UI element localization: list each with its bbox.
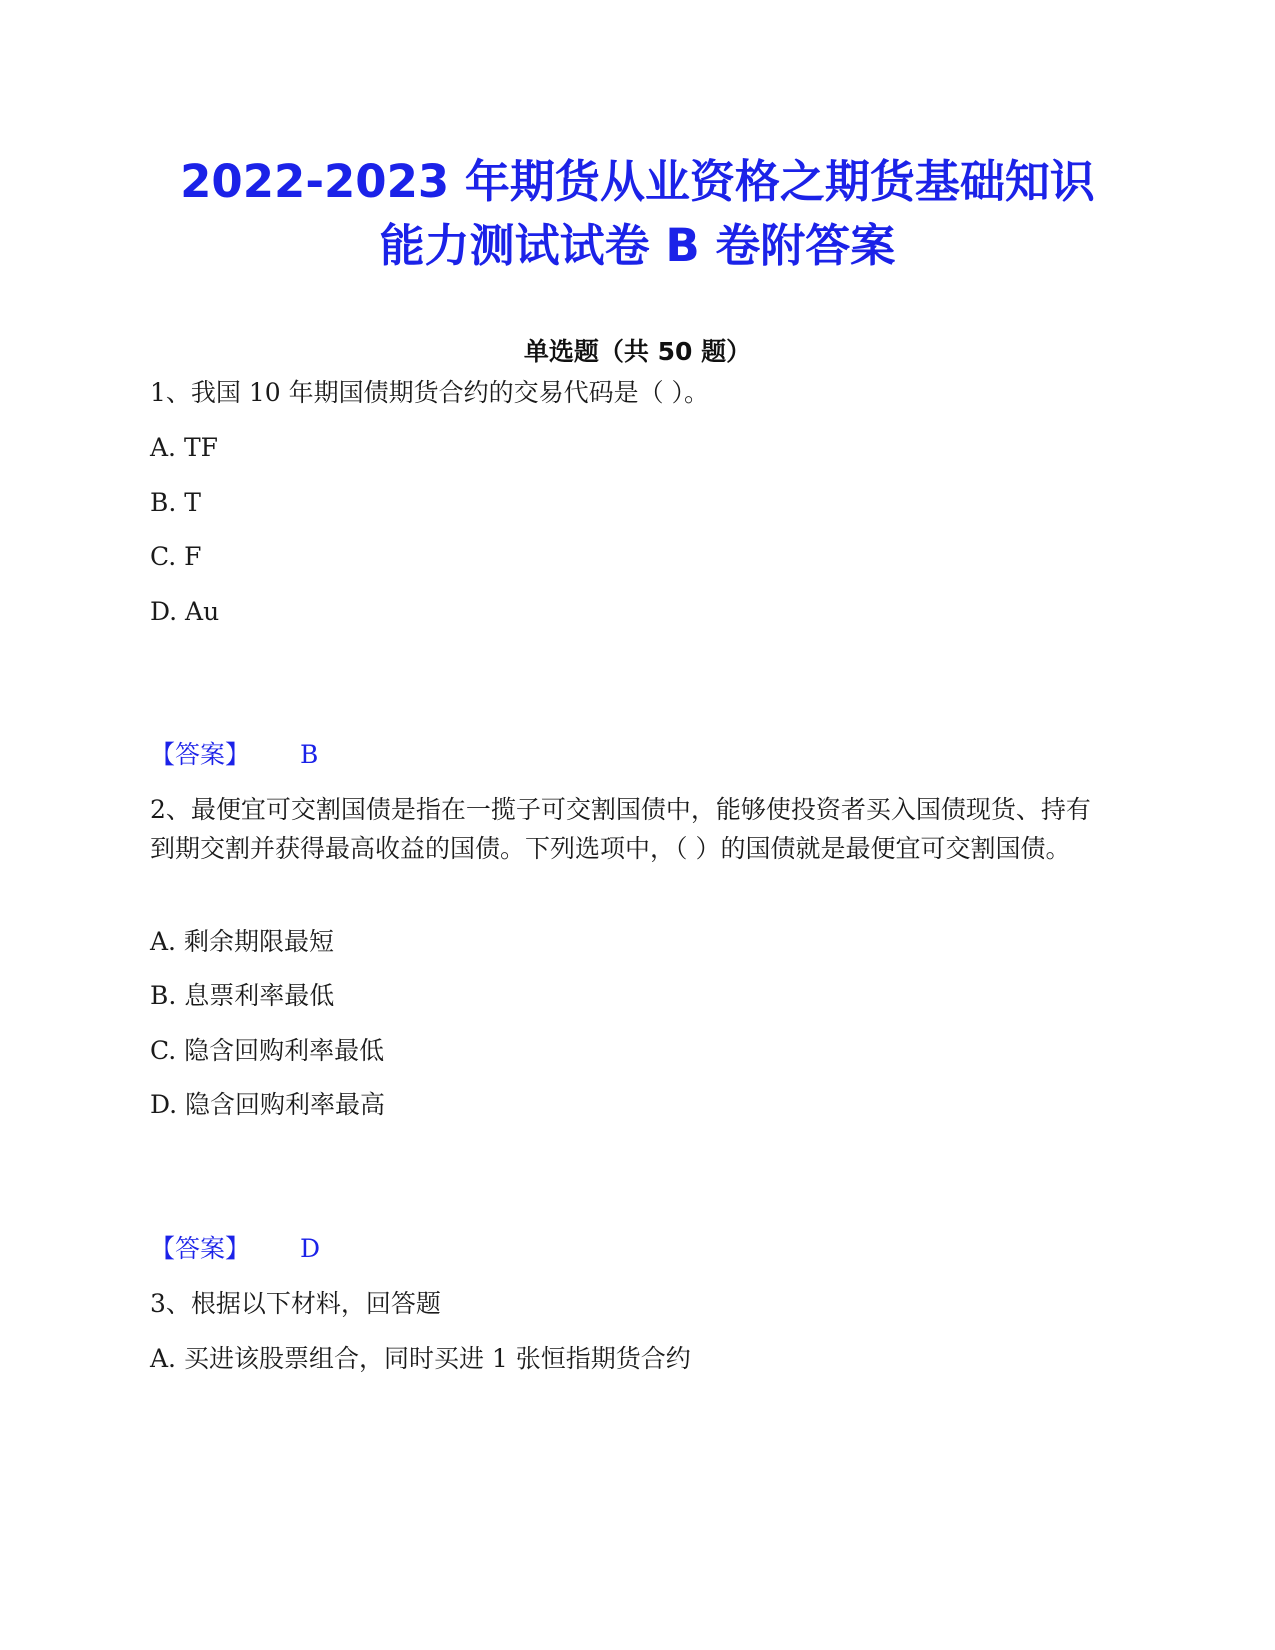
- question-2-option-d: D. 隐含回购利率最高: [150, 1090, 386, 1119]
- answer-label: 【答案】: [150, 1234, 251, 1263]
- question-1-option-d: D. Au: [150, 597, 220, 626]
- answer-value: D: [300, 1234, 321, 1263]
- question-3-option-a: A. 买进该股票组合，同时买进 1 张恒指期货合约: [150, 1344, 691, 1373]
- answer-value: B: [300, 740, 319, 769]
- question-2-answer: [150, 1232, 320, 1266]
- question-1-option-b: B. T: [150, 488, 201, 517]
- answer-label: 【答案】: [150, 740, 251, 769]
- question-3-stem: 3、根据以下材料，回答题: [150, 1289, 441, 1318]
- question-1-answer: [150, 738, 318, 772]
- question-1-option-a: A. TF: [150, 433, 218, 462]
- question-2-option-a: A. 剩余期限最短: [150, 927, 334, 956]
- document-title: [0, 150, 1275, 278]
- question-2-stem: 2、最便宜可交割国债是指在一揽子可交割国债中，能够使投资者买入国债现货、持有到期交割并获得最高收益的国债。下列选项中，（ ）的国债就是最便宜可交割国债。: [150, 795, 1091, 863]
- section-heading: 单选题（共 50 题）: [523, 337, 752, 366]
- question-1-option-c: C. F: [150, 542, 202, 571]
- title-line-1: 2022-2023 年期货从业资格之期货基础知识: [180, 155, 1095, 208]
- question-2-option-b: B. 息票利率最低: [150, 981, 335, 1010]
- question-1-stem: 1、我国 10 年期国债期货合约的交易代码是（ ）。: [150, 378, 710, 407]
- title-line-2: 能力测试试卷 B 卷附答案: [379, 219, 896, 272]
- question-2-option-c: C. 隐含回购利率最低: [150, 1036, 385, 1065]
